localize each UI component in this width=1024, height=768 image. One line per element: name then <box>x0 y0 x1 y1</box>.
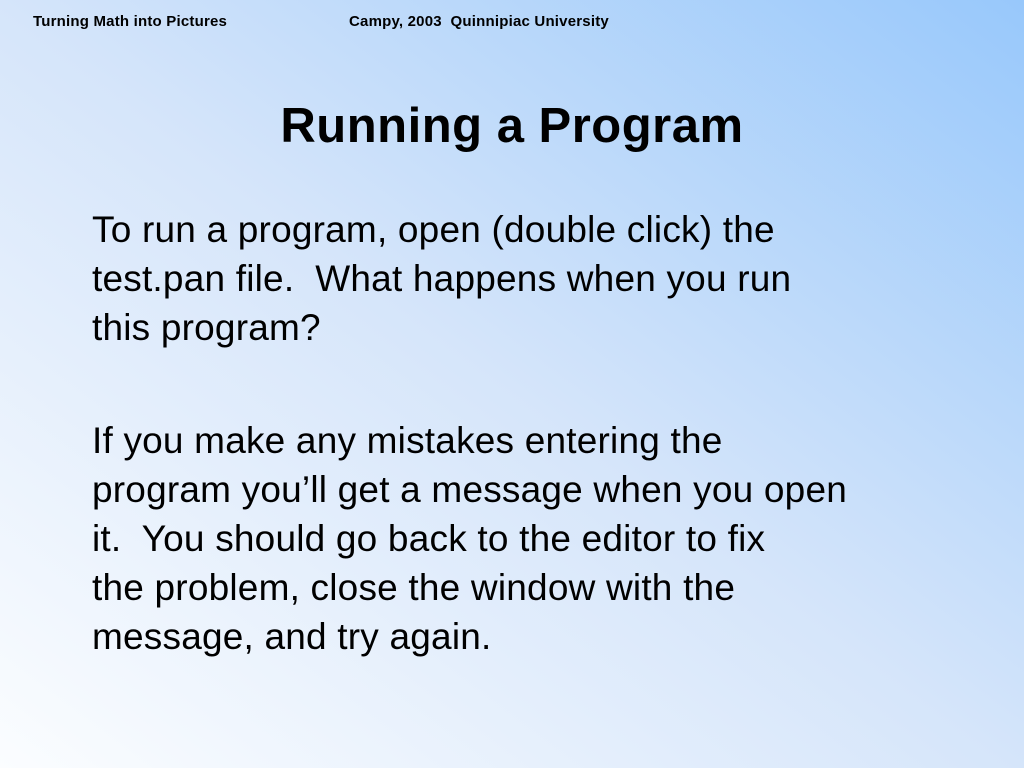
paragraph-line: program you’ll get a message when you open <box>92 469 848 510</box>
paragraph-line: message, and try again. <box>92 616 492 657</box>
paragraph-line: it. You should go back to the editor to fix <box>92 518 766 559</box>
paragraph-line: test.pan file. What happens when you run <box>92 258 792 299</box>
header-attribution: Campy, 2003 Quinnipiac University <box>349 13 609 30</box>
paragraph-line: the problem, close the window with the <box>92 567 736 608</box>
slide-title: Running a Program <box>280 99 744 153</box>
paragraph-line: To run a program, open (double click) the <box>92 209 775 250</box>
slide-header <box>0 13 1024 39</box>
header-course-title: Turning Math into Pictures <box>33 13 228 30</box>
paragraph-line: If you make any mistakes entering the <box>92 420 723 461</box>
body-paragraph-1 <box>92 205 952 352</box>
body-paragraph-2 <box>92 416 952 661</box>
paragraph-line: this program? <box>92 307 321 348</box>
